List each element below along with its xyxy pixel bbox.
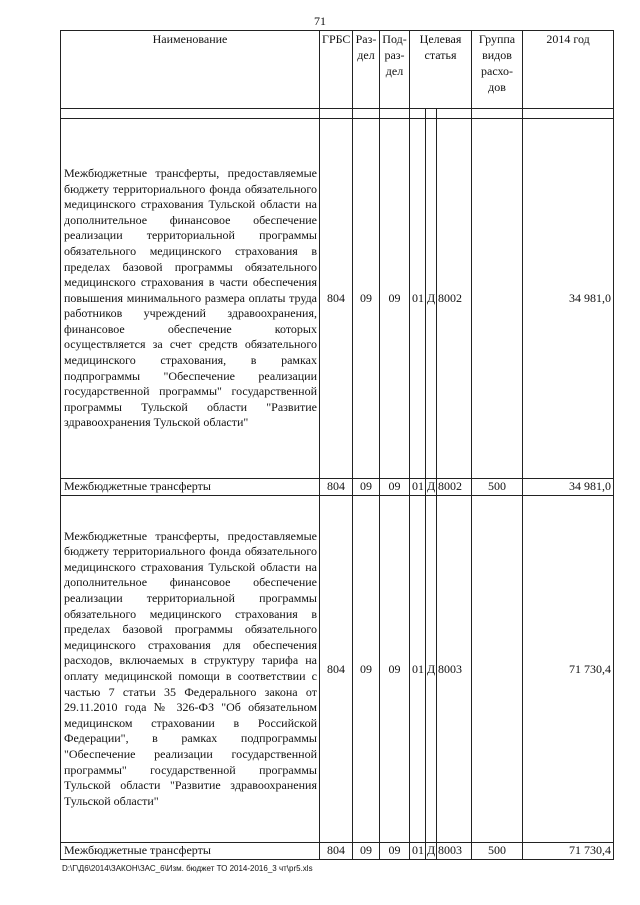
row-amount: 71 730,4 [523,843,614,860]
page-number: 71 [314,14,326,28]
row-podrazdel: 09 [380,843,410,860]
header-year: 2014 год [523,31,614,109]
header-target-article: Целевая статья [410,31,472,109]
header-razdel: Раз- дел [353,31,380,109]
row-expense-group [472,119,523,479]
row-grbs: 804 [320,843,353,860]
row-podrazdel: 09 [380,119,410,479]
row-expense-group: 500 [472,843,523,860]
header-spacer-row [61,109,614,119]
header-name: Наименование [61,31,320,109]
table-row [61,496,614,843]
row-grbs: 804 [320,496,353,843]
row-podrazdel: 09 [380,496,410,843]
row-target-program: 01 [410,843,426,860]
table-header-row [61,31,614,109]
row-target-code: 8003 [437,496,472,843]
row-grbs: 804 [320,479,353,496]
budget-table [60,30,614,860]
row-target-program: 01 [410,479,426,496]
row-target-letter: Д [426,843,437,860]
row-amount: 34 981,0 [523,119,614,479]
row-name: Межбюджетные трансферты, предоставляемые бюджету территориального фонда обязательного медицинского страхования Тульской области на дополнительное финансовое обеспечение реализации территориальной программы обязательного медицинского страхования в пределах базовой программы обязательного медицинского страхования в части обеспечения повышения минимального размера оплаты труда работников учреждений здравоохранения, финансовое обеспечение которых осуществляется за счет средств обязательного медицинского страхования, в рамках подпрограммы "Обеспечение реализации государственной программы" государственной программы Тульской области "Развитие здравоохранения Тульской области" [61,119,320,479]
row-expense-group [472,496,523,843]
row-target-letter: Д [426,496,437,843]
row-target-program: 01 [410,496,426,843]
row-target-code: 8002 [437,479,472,496]
row-amount: 34 981,0 [523,479,614,496]
row-razdel: 09 [353,119,380,479]
table-row [61,843,614,860]
row-name: Межбюджетные трансферты [61,843,320,860]
header-grbs: ГРБС [320,31,353,109]
row-name: Межбюджетные трансферты, предоставляемые бюджету территориального фонда обязательного медицинского страхования Тульской области на дополнительное финансовое обеспечение реализации территориальной программы обязательного медицинского страхования в пределах базовой программы обязательного медицинского страхования для обеспечения расходов, включаемых в структуру тарифа на оплату медицинской помощи в соответствии с частью 7 статьи 35 Федерального закона от 29.11.2010 года № 326-ФЗ "Об обязательном медицинском страховании в Российской Федерации", в рамках подпрограммы "Обеспечение реализации государственной программы" государственной программы Тульской области "Развитие здравоохранения Тульской области" [61,496,320,843]
row-expense-group: 500 [472,479,523,496]
file-path-footer: D:\Г\Д6\2014\ЗАКОН\ЗАС_6\Изм. бюджет ТО 2014-2016_3 чт\pr5.xls [62,864,313,873]
table-row [61,119,614,479]
header-podrazdel: Под- раз- дел [380,31,410,109]
row-target-letter: Д [426,479,437,496]
row-name: Межбюджетные трансферты [61,479,320,496]
row-target-code: 8003 [437,843,472,860]
row-razdel: 09 [353,479,380,496]
row-target-letter: Д [426,119,437,479]
table-row [61,479,614,496]
row-amount: 71 730,4 [523,496,614,843]
row-target-program: 01 [410,119,426,479]
row-grbs: 804 [320,119,353,479]
row-podrazdel: 09 [380,479,410,496]
row-target-code: 8002 [437,119,472,479]
header-expense-group: Группа видов расхо- дов [472,31,523,109]
row-razdel: 09 [353,496,380,843]
row-razdel: 09 [353,843,380,860]
